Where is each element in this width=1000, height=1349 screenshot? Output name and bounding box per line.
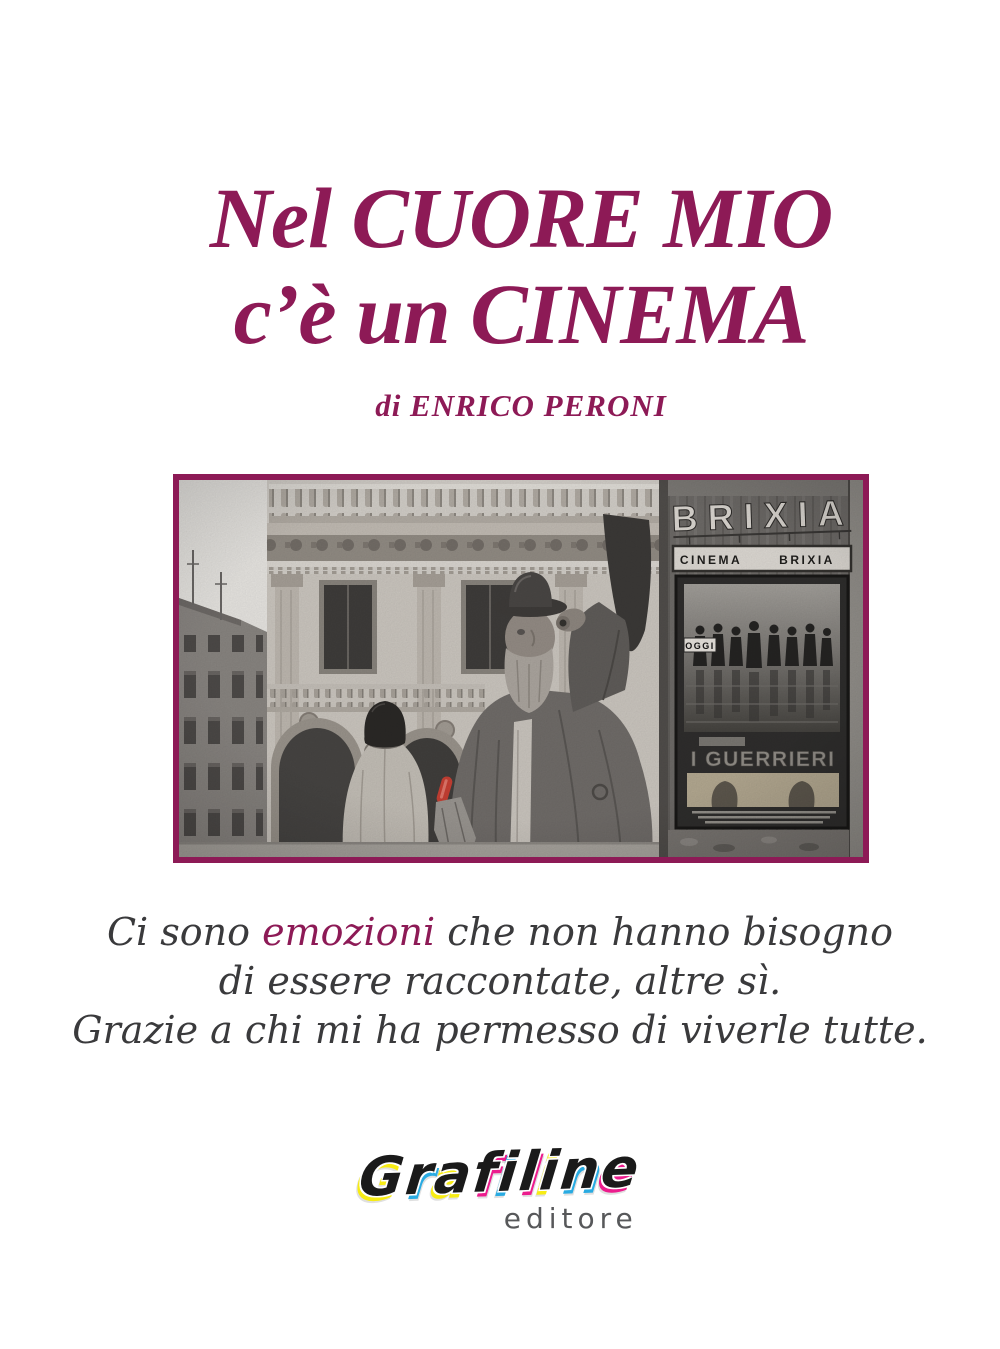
- cover-photo: [179, 480, 863, 857]
- quote-line1-post: che non hanno bisogno: [435, 910, 894, 954]
- logo-letter: e: [598, 1136, 644, 1201]
- publisher-logo: [0, 1136, 1000, 1235]
- quote-line-1: [0, 908, 1000, 957]
- logo-letter: a: [431, 1141, 477, 1207]
- cover-photo-frame: [173, 474, 869, 863]
- publisher-subtitle: editore: [503, 1202, 638, 1235]
- publisher-logo-wrap: [356, 1136, 644, 1235]
- logo-letter: i: [495, 1140, 524, 1205]
- publisher-logo-text: [356, 1136, 644, 1209]
- quote-highlight-word: emozioni: [262, 910, 436, 954]
- book-title-line1: Nel CUORE MIO: [209, 170, 833, 266]
- dedication-quote: [0, 908, 1000, 1055]
- quote-line-3: Grazie a chi mi ha permesso di viverle tutte.: [72, 1008, 928, 1052]
- quote-line1-pre: Ci sono: [106, 910, 263, 954]
- photo-grain: [179, 480, 863, 857]
- logo-letter: i: [537, 1138, 565, 1203]
- logo-letter: l: [516, 1139, 544, 1204]
- logo-letter: r: [402, 1143, 439, 1208]
- author-name: di ENRICO PERONI: [375, 388, 667, 423]
- book-title-line2: c’è un CINEMA: [233, 266, 809, 362]
- logo-letter: G: [356, 1144, 410, 1209]
- logo-letter: f: [470, 1141, 503, 1205]
- title-block: [173, 170, 869, 424]
- logo-letter: n: [557, 1137, 605, 1202]
- quote-line-2: di essere raccontate, altre sì.: [218, 959, 782, 1003]
